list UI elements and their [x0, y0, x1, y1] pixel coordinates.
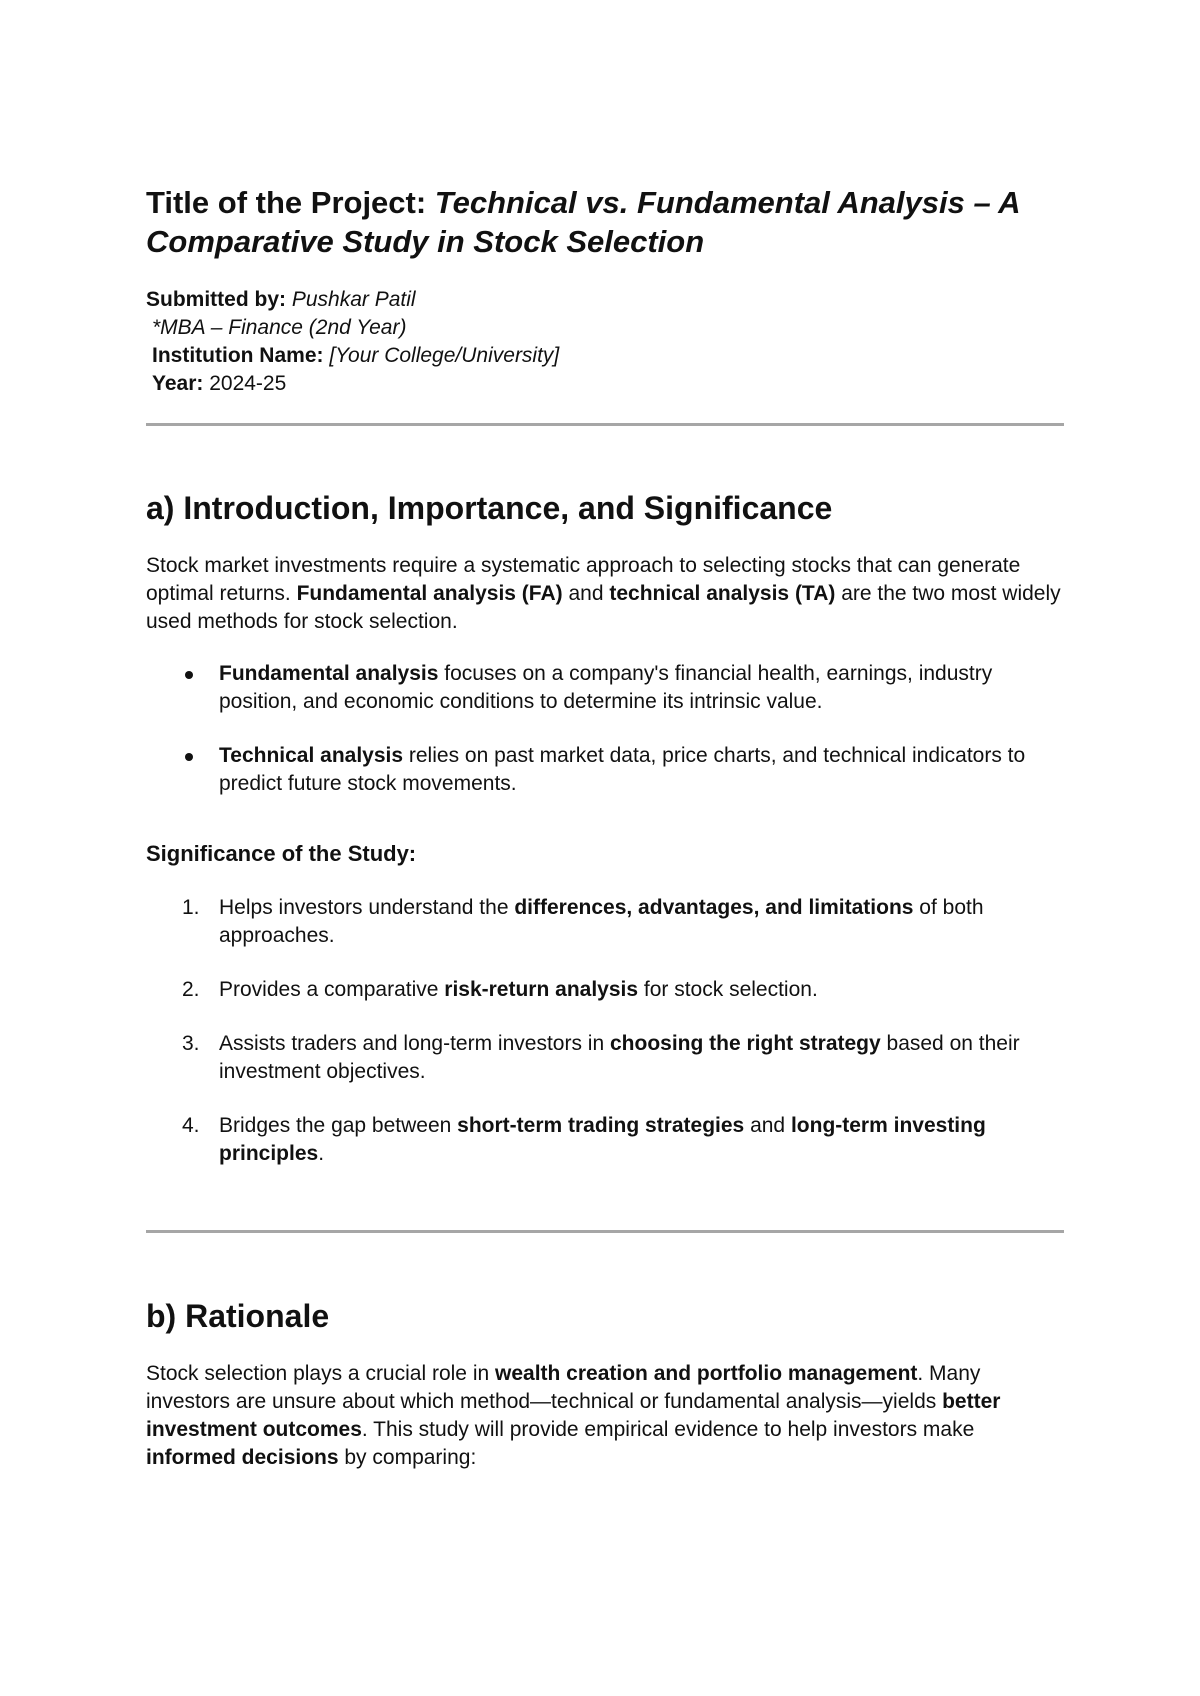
intro-text-2: and	[562, 582, 610, 605]
year-value: 2024-25	[203, 372, 287, 395]
submitted-label: Submitted by:	[146, 288, 286, 311]
rationale-text: . This study will provide empirical evidence to help investors make	[361, 1418, 975, 1441]
institution-label: Institution Name:	[152, 344, 324, 367]
rationale-bold: better investment outcomes	[146, 1390, 1001, 1441]
intro-text-3: are the two most widely used methods for stock selection.	[146, 582, 1061, 633]
item-text: based on their investment objectives.	[219, 1032, 1020, 1083]
item-bold: choosing the right strategy	[609, 1032, 881, 1055]
list-item	[146, 976, 1066, 1004]
intro-paragraph	[146, 552, 1066, 636]
list-item	[146, 1112, 1066, 1168]
item-bold: short-term trading strategies	[457, 1114, 745, 1137]
horizontal-divider	[146, 1230, 1064, 1233]
item-text: and	[744, 1114, 791, 1137]
rationale-paragraph	[146, 1360, 1066, 1472]
institution-line	[146, 342, 1066, 370]
analysis-bullet-list	[146, 660, 1066, 798]
list-item	[146, 894, 1066, 950]
intro-bold-ta: technical analysis (TA)	[609, 582, 836, 605]
title-block	[146, 183, 1066, 398]
item-text: of both approaches.	[219, 896, 984, 947]
rationale-bold: informed decisions	[146, 1446, 339, 1469]
list-item	[146, 660, 1066, 716]
significance-list	[146, 894, 1066, 1168]
bullet-icon	[185, 671, 193, 679]
submitted-value: Pushkar Patil	[286, 288, 416, 311]
item-bold: differences, advantages, and limitations	[514, 896, 914, 919]
bullet-text: focuses on a company's financial health, earnings, industry position, and economic conditions to determine its intrinsic value.	[219, 662, 993, 713]
bullet-text: relies on past market data, price charts, and technical indicators to predict future stock movements.	[219, 744, 1026, 795]
year-label: Year:	[152, 372, 204, 395]
section-introduction	[146, 488, 1066, 1194]
intro-text-1: Stock market investments require a systematic approach to selecting stocks that can generate optimal returns.	[146, 554, 1021, 605]
bullet-bold: Fundamental analysis	[219, 662, 439, 685]
list-number: 1.	[182, 896, 200, 919]
title-prefix: Title of the Project:	[146, 185, 435, 220]
list-number: 2.	[182, 978, 200, 1001]
title-italic: Technical vs. Fundamental Analysis – A Comparative Study in Stock Selection	[146, 185, 1020, 259]
program-line	[146, 314, 1066, 342]
institution-value: [Your College/University]	[323, 344, 560, 367]
bullet-bold: Technical analysis	[219, 744, 404, 767]
rationale-bold: wealth creation and portfolio management	[495, 1362, 918, 1385]
item-text: Assists traders and long-term investors in	[219, 1032, 610, 1055]
rationale-text: . Many investors are unsure about which method—technical or fundamental analysis—yields	[146, 1362, 981, 1413]
rationale-text: Stock selection plays a crucial role in	[146, 1362, 495, 1385]
list-item	[146, 1030, 1066, 1086]
item-text: Helps investors understand the	[219, 896, 515, 919]
submitted-by-line	[146, 286, 1066, 314]
item-text: Provides a comparative	[219, 978, 445, 1001]
section-rationale	[146, 1296, 1066, 1472]
submission-details	[146, 286, 1066, 398]
item-text: Bridges the gap between	[219, 1114, 458, 1137]
program-value: *MBA – Finance (2nd Year)	[152, 316, 407, 339]
project-title	[146, 183, 1066, 261]
list-item	[146, 742, 1066, 798]
rationale-text: by comparing:	[338, 1446, 477, 1469]
list-number: 3.	[182, 1032, 200, 1055]
item-text: for stock selection.	[638, 978, 818, 1001]
item-bold: long-term investing principles	[219, 1114, 986, 1165]
section-b-heading: b) Rationale	[146, 1298, 330, 1334]
significance-subheading: Significance of the Study:	[146, 841, 417, 866]
item-text: .	[318, 1142, 325, 1165]
year-line	[146, 370, 1066, 398]
intro-bold-fa: Fundamental analysis (FA)	[296, 582, 563, 605]
horizontal-divider	[146, 423, 1064, 426]
list-number: 4.	[182, 1114, 200, 1137]
bullet-icon	[185, 753, 193, 761]
section-a-heading: a) Introduction, Importance, and Significance	[146, 490, 833, 526]
item-bold: risk-return analysis	[444, 978, 639, 1001]
